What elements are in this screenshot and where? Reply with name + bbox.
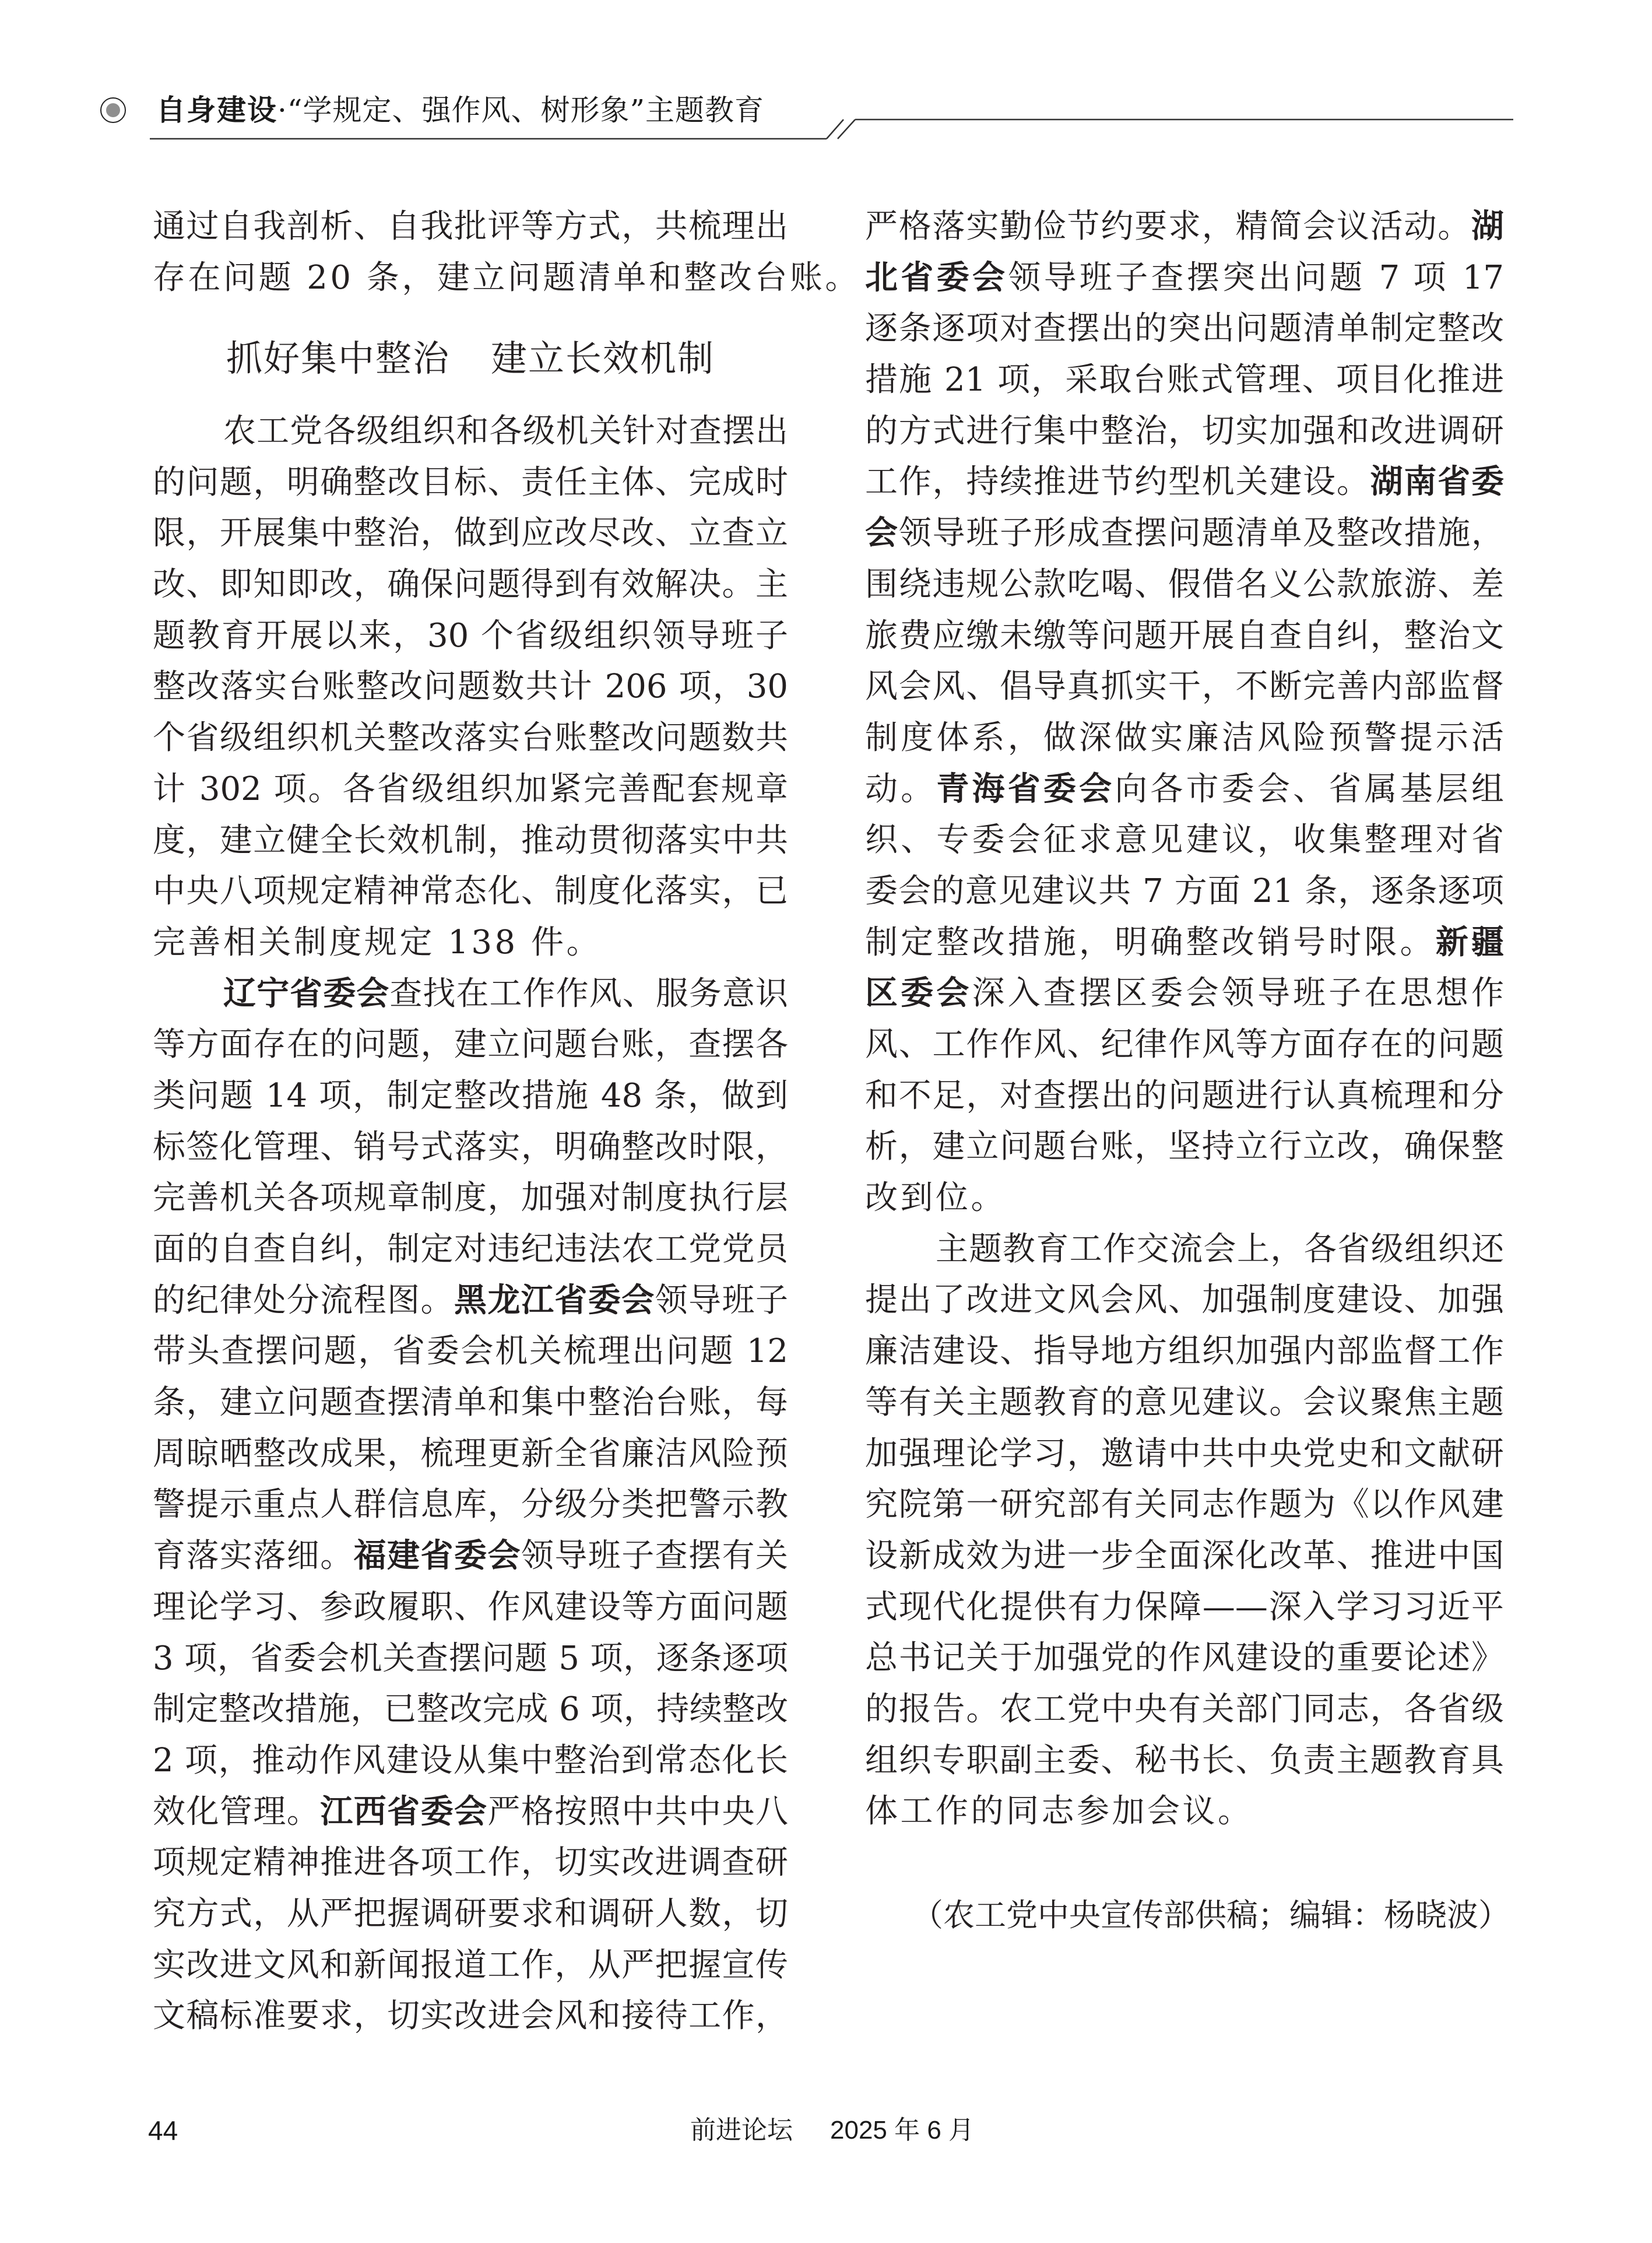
- organization-name: 辽宁省委会: [223, 974, 390, 1013]
- text-run: 风会风、倡导真抓实干，不断完善内部监督: [865, 668, 1504, 706]
- text-run: 等有关主题教育的意见建议。会议聚焦主题: [865, 1383, 1504, 1421]
- text-run: 类问题 14 项，制定整改措施 48 条，做到: [153, 1076, 788, 1115]
- section-title: [156, 93, 764, 128]
- text-line: [865, 252, 1504, 304]
- text-run: 制定整改措施，明确整改销号时限。: [865, 923, 1436, 961]
- text-run: 周晾晒整改成果，梳理更新全省廉洁风险预: [153, 1434, 788, 1473]
- text-run: 农工党各级组织和各级机关针对查摆出: [223, 412, 788, 450]
- text-run: 3 项，省委会机关查摆问题 5 项，逐条逐项: [153, 1639, 788, 1677]
- text-line: [865, 866, 1504, 917]
- text-line: [153, 1428, 788, 1480]
- text-line: [153, 1889, 788, 1940]
- text-run: 风、工作作风、纪律作风等方面存在的问题: [865, 1026, 1504, 1063]
- text-line: [865, 1684, 1504, 1735]
- text-run: 严格落实勤俭节约要求，精简会议活动。: [865, 208, 1471, 245]
- text-line: [865, 661, 1504, 712]
- journal-issue: 2025 年 6 月: [830, 2116, 975, 2144]
- text-run: 领导班子: [655, 1281, 788, 1319]
- text-line: [865, 1173, 1504, 1224]
- text-line: [153, 1940, 788, 1991]
- article-credit: （农工党中央宣传部供稿；编辑：杨晓波）: [912, 1897, 1510, 1933]
- text-run: 工作，持续推进节约型机关建设。: [865, 463, 1370, 501]
- left-column-intro: [153, 201, 860, 303]
- organization-name: 区委会: [865, 974, 972, 1013]
- text-line: [153, 201, 788, 252]
- text-run: 中央八项规定精神常态化、制度化落实，已: [153, 872, 788, 911]
- text-line: [865, 1326, 1504, 1377]
- text-run: 围绕违规公款吃喝、假借名义公款旅游、差: [865, 565, 1504, 603]
- section-heading: [153, 335, 788, 382]
- text-run: 计 302 项。各省级组织加紧完善配套规章: [153, 770, 788, 808]
- text-line: [865, 764, 1504, 815]
- paragraph: [865, 201, 1504, 1224]
- text-run: 警提示重点人群信息库，分级分类把警示教: [153, 1486, 788, 1524]
- text-run: 文稿标准要求，切实改进会风和接待工作，: [153, 1997, 788, 2035]
- text-run: 的方式进行集中整治，切实加强和改进调研: [865, 412, 1504, 450]
- text-line: [153, 1531, 788, 1582]
- text-run: 带头查摆问题，省委会机关梳理出问题 12: [153, 1332, 788, 1371]
- section-title-bold: 自身建设: [156, 93, 277, 127]
- text-run: 完善机关各项规章制度，加强对制度执行层: [153, 1179, 788, 1217]
- text-run: 改到位。: [865, 1179, 1006, 1217]
- right-column-body: [865, 201, 1504, 1837]
- text-line: [865, 1224, 1504, 1275]
- text-line: [865, 1275, 1504, 1326]
- text-run: 的报告。农工党中央有关部门同志，各省级: [865, 1690, 1504, 1728]
- text-line: [865, 508, 1504, 559]
- text-line: [153, 508, 788, 559]
- organization-name: 北省委会: [865, 258, 1008, 297]
- text-line: [865, 457, 1504, 508]
- text-run: 查找在工作作风、服务意识: [389, 974, 788, 1013]
- text-run: 条，建立问题查摆清单和集中整治台账，每: [153, 1384, 788, 1422]
- text-run: 制定整改措施，已整改完成 6 项，持续整改: [153, 1690, 788, 1729]
- text-line: [865, 1070, 1504, 1122]
- text-run: 标签化管理、销号式落实，明确整改时限，: [153, 1128, 788, 1166]
- text-line: [153, 1786, 788, 1838]
- text-line: [865, 815, 1504, 866]
- text-run: 主题教育工作交流会上，各省级组织还: [936, 1230, 1504, 1268]
- organization-name: 新疆: [1435, 922, 1504, 961]
- section-heading-part: 建立长效机制: [491, 337, 715, 380]
- paragraph: [153, 968, 788, 2042]
- organization-name: 会: [865, 514, 899, 553]
- text-line: [865, 1019, 1504, 1070]
- text-line: [153, 1122, 788, 1173]
- text-line: [153, 1224, 788, 1275]
- text-line: [153, 1837, 788, 1889]
- text-run: 织、专委会征求意见建议，收集整理对省: [865, 821, 1504, 859]
- text-line: [153, 252, 860, 304]
- text-run: 完善相关制度规定 138 件。: [153, 923, 602, 961]
- text-run: 总书记关于加强党的作风建设的重要论述》: [865, 1639, 1504, 1677]
- section-title-theme: ·“学规定、强作风、树形象”主题教育: [277, 93, 765, 127]
- text-run: 理论学习、参政履职、作风建设等方面问题: [153, 1588, 788, 1626]
- text-run: 制度体系，做深做实廉洁风险预警提示活: [865, 718, 1504, 757]
- organization-name: 湖南省委: [1370, 462, 1504, 501]
- text-line: [865, 1428, 1504, 1480]
- text-line: [153, 764, 788, 815]
- text-line: [153, 1684, 788, 1735]
- text-line: [865, 354, 1504, 406]
- journal-name: 前进论坛: [690, 2116, 793, 2144]
- text-run: 究院第一研究部有关同志作题为《以作风建: [865, 1486, 1504, 1524]
- text-line: [153, 1275, 788, 1326]
- text-run: 领导班子查摆突出问题 7 项 17: [1008, 258, 1504, 297]
- text-run: 式现代化提供有力保障——深入学习习近平: [865, 1588, 1504, 1626]
- paragraph: [153, 201, 860, 303]
- text-line: [153, 1735, 788, 1786]
- text-line: [865, 1633, 1504, 1684]
- text-run: 逐条逐项对查摆出的突出问题清单制定整改: [865, 310, 1504, 348]
- text-run: 面的自查自纠，制定对违纪违法农工党党员: [153, 1230, 788, 1268]
- text-line: [865, 1377, 1504, 1428]
- text-run: 项规定精神推进各项工作，切实改进调查研: [153, 1844, 788, 1882]
- text-run: 的纪律处分流程图。: [153, 1281, 454, 1319]
- text-line: [153, 1019, 788, 1070]
- header-decoration: [0, 0, 1652, 152]
- text-line: [153, 406, 788, 457]
- text-run: 通过自我剖析、自我批评等方式，共梳理出: [153, 208, 788, 245]
- text-run: 旅费应缴未缴等问题开展自查自纠，整治文: [865, 616, 1504, 655]
- text-line: [153, 1070, 788, 1122]
- text-line: [153, 815, 788, 866]
- text-run: 效化管理。: [153, 1792, 321, 1831]
- text-run: 育落实落细。: [153, 1537, 354, 1575]
- text-run: 实改进文风和新闻报道工作，从严把握宣传: [153, 1946, 788, 1984]
- text-line: [865, 201, 1504, 252]
- section-heading-part: 抓好集中整治: [226, 337, 450, 380]
- text-run: 向各市委会、省属基层组: [1115, 770, 1504, 808]
- text-line: [865, 1121, 1504, 1173]
- text-run: 题教育开展以来，30 个省级组织领导班子: [153, 616, 788, 655]
- text-line: [153, 1173, 788, 1224]
- text-run: 析，建立问题台账，坚持立行立改，确保整: [865, 1128, 1504, 1166]
- text-run: 究方式，从严把握调研要求和调研人数，切: [153, 1894, 788, 1933]
- text-run: 个省级组织机关整改落实台账整改问题数共: [153, 719, 788, 757]
- text-line: [865, 559, 1504, 610]
- page-number: 44: [148, 2115, 178, 2146]
- paragraph: [865, 1224, 1504, 1837]
- text-run: 体工作的同志参加会议。: [865, 1792, 1253, 1831]
- text-run: 组织专职副主委、秘书长、负责主题教育具: [865, 1741, 1504, 1779]
- text-line: [865, 1786, 1504, 1837]
- text-run: 设新成效为进一步全面深化改革、推进中国: [865, 1536, 1504, 1575]
- organization-name: 黑龙江省委会: [454, 1280, 655, 1319]
- text-run: 深入查摆区委会领导班子在思想作: [972, 974, 1504, 1013]
- text-line: [865, 610, 1504, 662]
- text-line: [865, 1479, 1504, 1531]
- text-run: 存在问题 20 条，建立问题清单和整改台账。: [153, 258, 860, 297]
- text-line: [865, 917, 1504, 968]
- text-line: [865, 303, 1504, 354]
- journal-footer: [690, 2116, 974, 2145]
- organization-name: 青海省委会: [936, 769, 1115, 808]
- text-line: [865, 712, 1504, 764]
- text-line: [153, 1377, 788, 1428]
- organization-name: 江西省委会: [320, 1792, 488, 1831]
- text-line: [153, 610, 788, 662]
- text-line: [865, 406, 1504, 457]
- text-line: [153, 559, 788, 610]
- text-run: 整改落实台账整改问题数共计 206 项，30: [153, 668, 788, 706]
- text-run: 领导班子查摆有关: [521, 1537, 788, 1575]
- text-line: [865, 968, 1504, 1019]
- text-run: 改、即知即改，确保问题得到有效解决。主: [153, 566, 788, 604]
- text-line: [153, 1991, 788, 2042]
- text-run: 提出了改进文风会风、加强制度建设、加强: [865, 1281, 1504, 1319]
- text-run: 度，建立健全长效机制，推动贯彻落实中共: [153, 821, 788, 859]
- text-line: [153, 917, 788, 968]
- text-run: 动。: [865, 770, 937, 808]
- text-run: 等方面存在的问题，建立问题台账，查摆各: [153, 1026, 788, 1064]
- text-run: 措施 21 项，采取台账式管理、项目化推进: [865, 361, 1504, 399]
- organization-name: 福建省委会: [353, 1536, 521, 1575]
- left-column-body: [153, 406, 788, 2042]
- text-run: 和不足，对查摆出的问题进行认真梳理和分: [865, 1076, 1504, 1115]
- text-line: [153, 968, 788, 1020]
- text-run: 加强理论学习，邀请中共中央党史和文献研: [865, 1434, 1504, 1473]
- text-run: 委会的意见建议共 7 方面 21 条，逐条逐项: [865, 872, 1504, 910]
- text-run: 限，开展集中整治，做到应改尽改、立查立: [153, 514, 788, 553]
- text-line: [153, 1582, 788, 1633]
- text-line: [865, 1531, 1504, 1582]
- text-run: 的问题，明确整改目标、责任主体、完成时: [153, 463, 788, 501]
- text-line: [153, 1479, 788, 1531]
- text-line: [153, 712, 788, 764]
- text-line: [153, 866, 788, 917]
- text-line: [153, 1326, 788, 1377]
- text-line: [153, 457, 788, 508]
- paragraph: [153, 406, 788, 968]
- text-line: [153, 661, 788, 712]
- text-line: [865, 1735, 1504, 1786]
- target-circle-icon: [101, 98, 125, 122]
- text-run: 领导班子形成查摆问题清单及整改措施，: [898, 514, 1504, 553]
- text-line: [865, 1582, 1504, 1633]
- text-run: 2 项，推动作风建设从集中整治到常态化长: [153, 1741, 788, 1779]
- text-run: 严格按照中共中央八: [487, 1792, 788, 1831]
- text-line: [153, 1633, 788, 1684]
- text-run: 廉洁建设、指导地方组织加强内部监督工作: [865, 1332, 1504, 1371]
- organization-name: 湖: [1471, 207, 1504, 245]
